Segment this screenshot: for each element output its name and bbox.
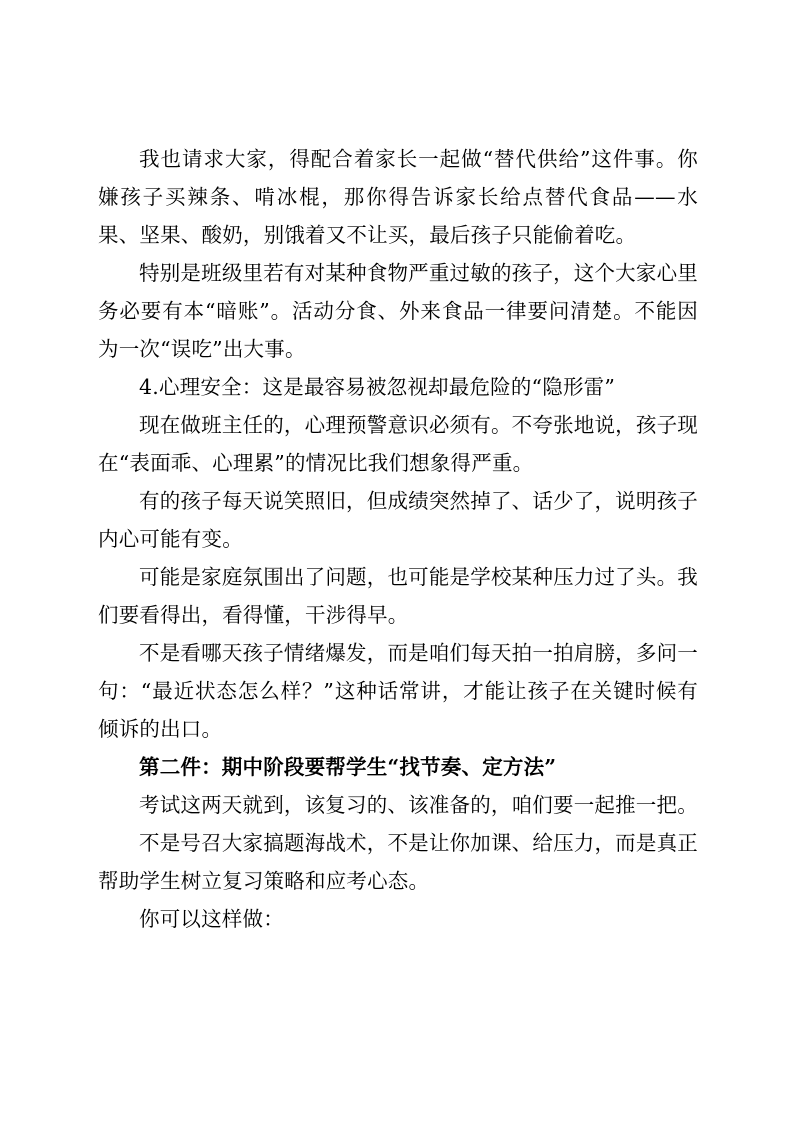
paragraph: 我也请求大家，得配合着家长一起做“替代供给”这件事。你嫌孩子买辣条、啃冰棍，那你得告诉家长给点替代食品——水果、坚果、酸奶，别饿着又不让买，最后孩子只能偷着吃。 bbox=[98, 147, 698, 247]
paragraph: 不是号召大家搞题海战术，不是让你加课、给压力，而是真正帮助学生树立复习策略和应考心态。 bbox=[98, 831, 698, 893]
paragraph: 考试这两天就到，该复习的、该准备的，咱们要一起推一把。 bbox=[139, 793, 698, 817]
section-heading: 第二件：期中阶段要帮学生“找节奏、定方法” bbox=[139, 755, 557, 779]
paragraph: 不是看哪天孩子情绪爆发，而是咱们每天拍一拍肩膀，多问一句：“最近状态怎么样？”这种话常讲，才能让孩子在关键时候有倾诉的出口。 bbox=[98, 641, 698, 741]
document-body bbox=[98, 140, 698, 938]
paragraph: 4.心理安全：这是最容易被忽视却最危险的“隐形雷” bbox=[139, 375, 616, 399]
paragraph: 特别是班级里若有对某种食物严重过敏的孩子，这个大家心里务必要有本“暗账”。活动分食、外来食品一律要问清楚。不能因为一次“误吃”出大事。 bbox=[98, 261, 698, 361]
paragraph: 有的孩子每天说笑照旧，但成绩突然掉了、话少了，说明孩子内心可能有变。 bbox=[98, 489, 698, 551]
paragraph: 现在做班主任的，心理预警意识必须有。不夸张地说，孩子现在“表面乖、心理累”的情况比我们想象得严重。 bbox=[98, 413, 698, 475]
paragraph: 你可以这样做： bbox=[139, 907, 284, 931]
paragraph: 可能是家庭氛围出了问题，也可能是学校某种压力过了头。我们要看得出，看得懂，干涉得早。 bbox=[98, 565, 698, 627]
